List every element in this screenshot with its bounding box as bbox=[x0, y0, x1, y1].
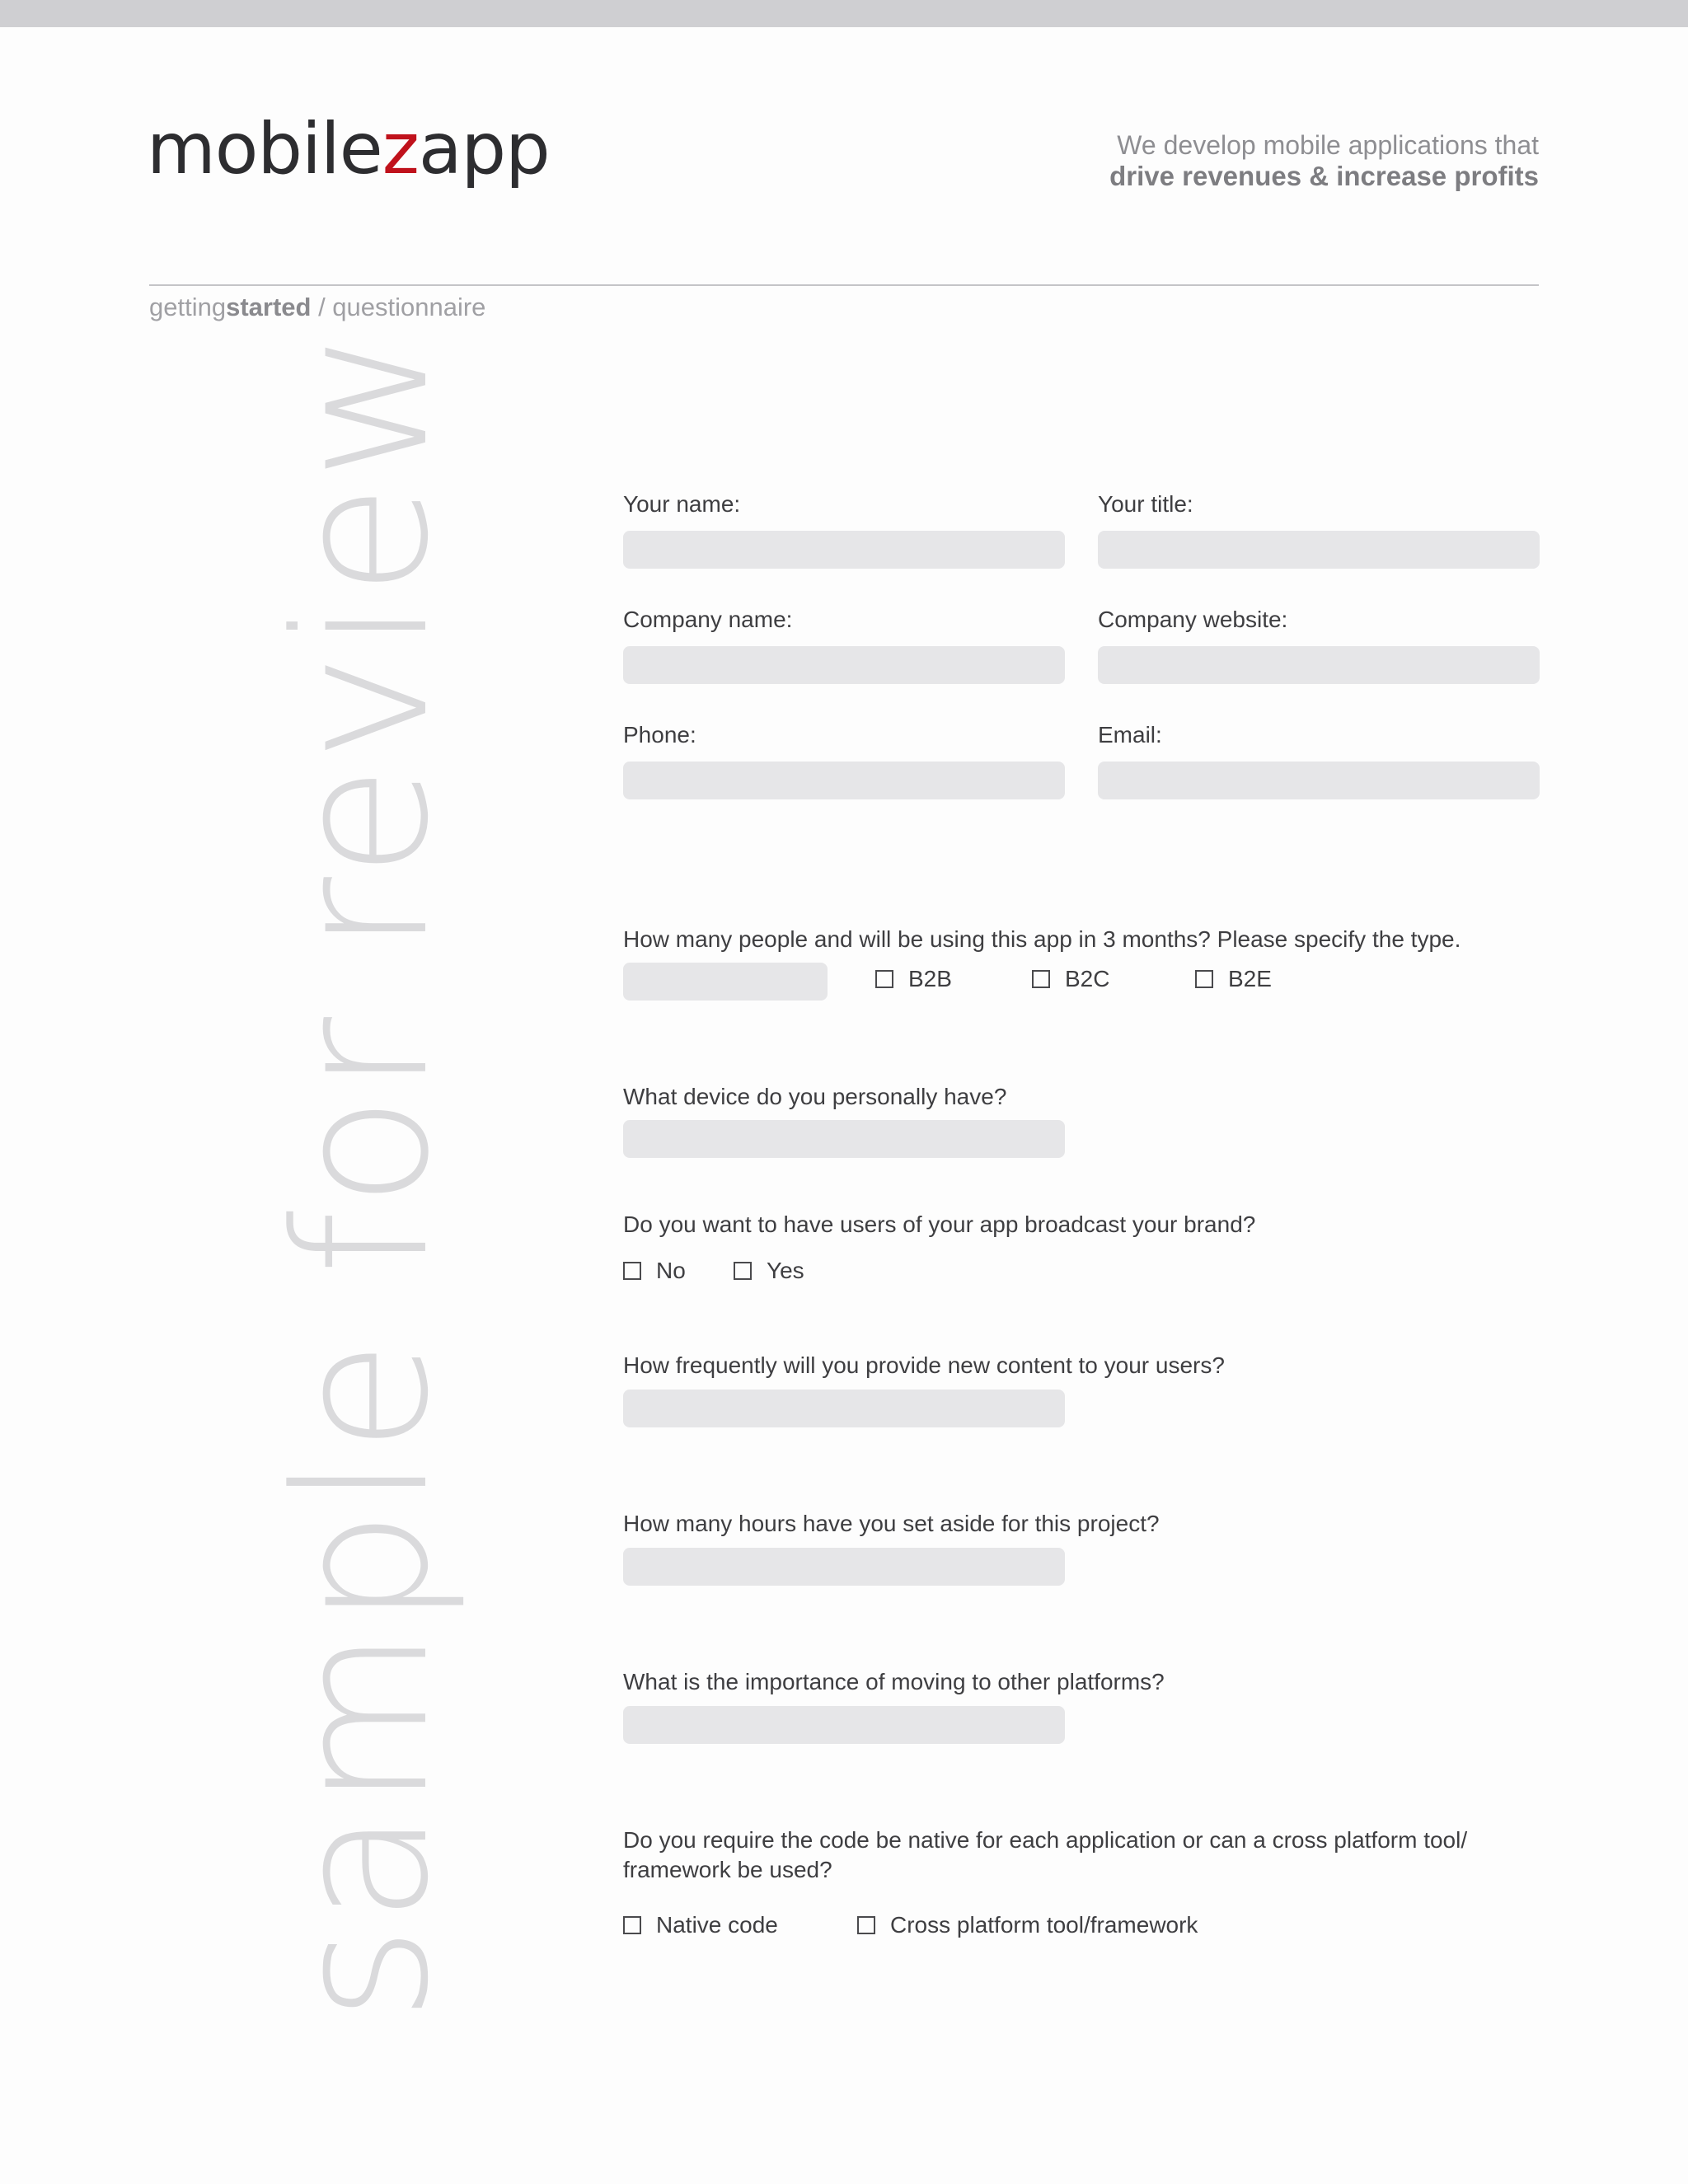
broadcast-question: Do you want to have users of your app broadcast your brand? bbox=[623, 1212, 1256, 1237]
checkbox-icon bbox=[1195, 970, 1213, 988]
native-question-line2: framework be used? bbox=[623, 1857, 832, 1882]
native-question-line1: Do you require the code be native for each application or can a cross platform tool/ bbox=[623, 1827, 1468, 1853]
device-question: What device do you personally have? bbox=[623, 1084, 1007, 1109]
your-name-label: Your name: bbox=[623, 491, 741, 517]
hours-question: How many hours have you set aside for this project? bbox=[623, 1511, 1160, 1536]
tagline-line1: We develop mobile applications that bbox=[1117, 130, 1539, 160]
people-count-input[interactable] bbox=[623, 963, 828, 1001]
b2c-checkbox[interactable]: B2C bbox=[1032, 966, 1109, 992]
email-input[interactable] bbox=[1098, 762, 1540, 799]
breadcrumb: gettingstarted / questionnaire bbox=[149, 293, 486, 321]
checkbox-icon bbox=[623, 1262, 641, 1280]
watermark: sample for review bbox=[256, 327, 469, 2022]
native-code-checkbox[interactable]: Native code bbox=[623, 1912, 778, 1938]
company-website-label: Company website: bbox=[1098, 607, 1288, 632]
cross-platform-checkbox[interactable]: Cross platform tool/framework bbox=[857, 1912, 1198, 1938]
email-label: Email: bbox=[1098, 722, 1162, 748]
checkbox-icon bbox=[875, 970, 893, 988]
checkbox-icon bbox=[623, 1916, 641, 1934]
company-name-label: Company name: bbox=[623, 607, 793, 632]
b2b-checkbox[interactable]: B2B bbox=[875, 966, 952, 992]
header-divider bbox=[149, 284, 1539, 286]
phone-label: Phone: bbox=[623, 722, 696, 748]
company-name-input[interactable] bbox=[623, 646, 1065, 684]
your-name-input[interactable] bbox=[623, 531, 1065, 569]
content-question: How frequently will you provide new content to your users? bbox=[623, 1352, 1225, 1378]
tagline bbox=[1109, 130, 1539, 192]
phone-input[interactable] bbox=[623, 762, 1065, 799]
content-input[interactable] bbox=[623, 1390, 1065, 1427]
checkbox-icon bbox=[1032, 970, 1050, 988]
yes-checkbox[interactable]: Yes bbox=[734, 1258, 804, 1284]
hours-input[interactable] bbox=[623, 1548, 1065, 1586]
top-bar bbox=[0, 0, 1688, 27]
people-question: How many people and will be using this app in 3 months? Please specify the type. bbox=[623, 926, 1461, 952]
platforms-input[interactable] bbox=[623, 1706, 1065, 1744]
checkbox-icon bbox=[857, 1916, 875, 1934]
logo: mobilezapp bbox=[147, 108, 550, 190]
no-checkbox[interactable]: No bbox=[623, 1258, 686, 1284]
company-website-input[interactable] bbox=[1098, 646, 1540, 684]
device-input[interactable] bbox=[623, 1120, 1065, 1158]
b2e-checkbox[interactable]: B2E bbox=[1195, 966, 1272, 992]
your-title-input[interactable] bbox=[1098, 531, 1540, 569]
platforms-question: What is the importance of moving to other platforms? bbox=[623, 1669, 1165, 1694]
your-title-label: Your title: bbox=[1098, 491, 1193, 517]
tagline-line2: drive revenues & increase profits bbox=[1109, 160, 1539, 191]
checkbox-icon bbox=[734, 1262, 752, 1280]
